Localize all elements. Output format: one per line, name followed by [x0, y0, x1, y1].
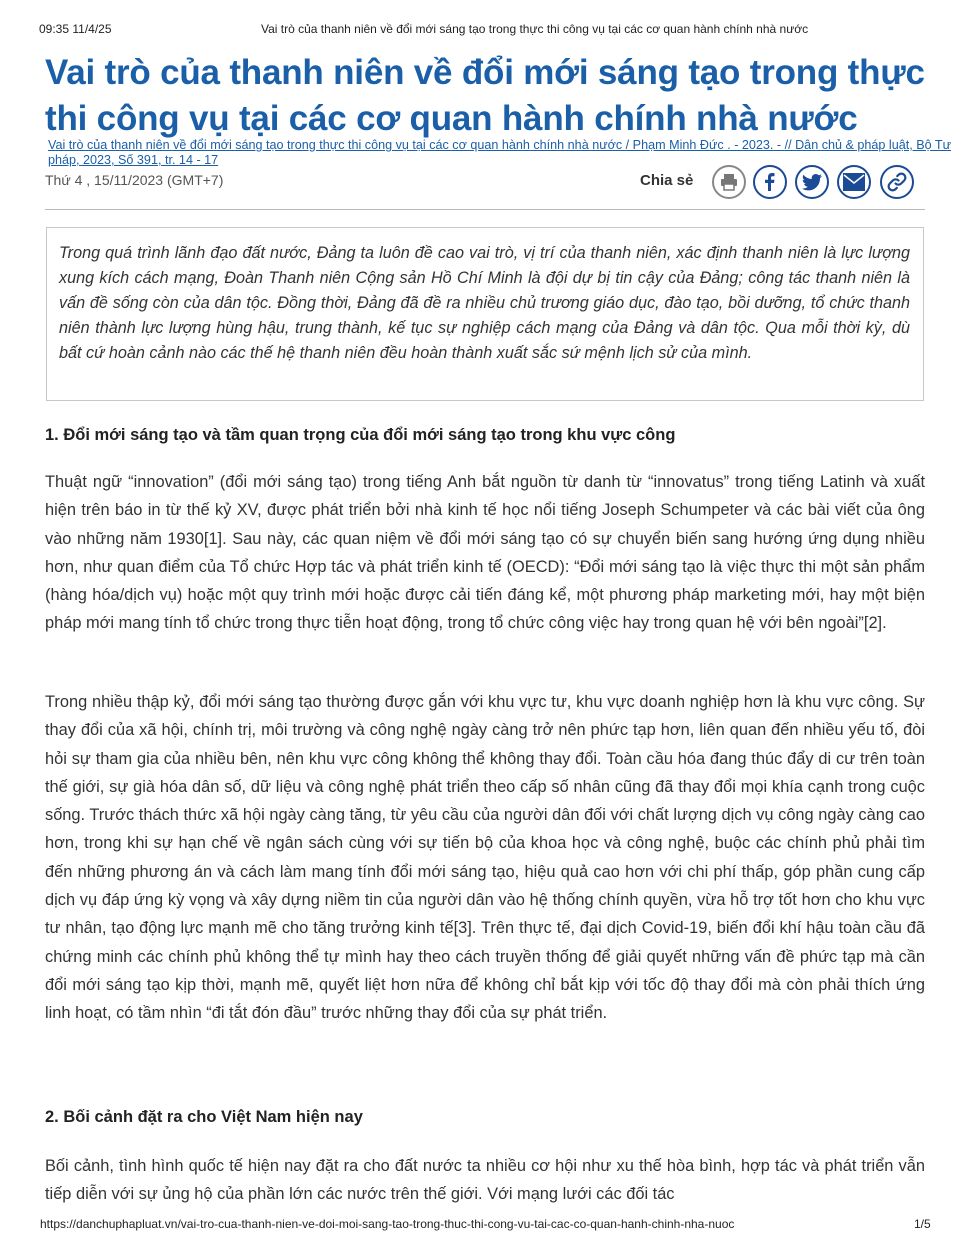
print-page-number: 1/5	[914, 1217, 931, 1231]
link-icon	[887, 172, 907, 192]
share-email-button[interactable]	[837, 165, 871, 199]
email-icon	[843, 173, 865, 191]
section-1-heading: 1. Đổi mới sáng tạo và tầm quan trọng của đổi mới sáng tạo trong khu vực công	[45, 426, 676, 444]
facebook-icon	[762, 173, 778, 191]
print-timestamp: 09:35 11/4/25	[39, 22, 112, 36]
header-divider	[45, 209, 925, 210]
section-2-heading: 2. Bối cảnh đặt ra cho Việt Nam hiện nay	[45, 1108, 363, 1126]
article-title: Vai trò của thanh niên về đổi mới sáng tạo trong thực thi công vụ tại các cơ quan hành chính nhà nước	[45, 53, 925, 138]
print-icon	[720, 173, 738, 191]
publish-date: Thứ 4 , 15/11/2023 (GMT+7)	[45, 172, 224, 188]
share-twitter-button[interactable]	[795, 165, 829, 199]
article-summary: Trong quá trình lãnh đạo đất nước, Đảng ta luôn đề cao vai trò, vị trí của thanh niên, xác định thanh niên là lực lượng xung kích cách mạng, Đoàn Thanh niên Cộng sản Hồ Chí Minh là đội dự bị tin cậy của Đảng; công tác thanh niên là vấn đề sống còn của dân tộc. Đồng thời, Đảng đã đề ra nhiều chủ trương giáo dục, đào tạo, bồi dưỡng, tổ chức thanh niên thành lực lượng hùng hậu, trung thành, kế tục sự nghiệp cách mạng của Đảng và dân tộc. Qua mỗi thời kỳ, dù bất cứ hoàn cảnh nào các thế hệ thanh niên đều hoàn thành xuất sắc sứ mệnh lịch sử của mình.	[46, 227, 924, 401]
share-facebook-button[interactable]	[753, 165, 787, 199]
copy-link-button[interactable]	[880, 165, 914, 199]
print-page-title: Vai trò của thanh niên về đổi mới sáng tạo trong thực thi công vụ tại các cơ quan hành chính nhà nước	[261, 22, 809, 36]
share-label: Chia sẻ	[640, 172, 694, 189]
section-1-paragraph-2: Trong nhiều thập kỷ, đổi mới sáng tạo thường được gắn với khu vực tư, khu vực doanh nghiệp hơn là khu vực công. Sự thay đổi của xã hội, chính trị, môi trường và công nghệ ngày càng trở nên phức tạp hơn, liên quan đến nhiều yếu tố, đòi hỏi sự tham gia của nhiều bên, nên khu vực công không thể không thay đổi. Toàn cầu hóa đang thúc đẩy di cư trên toàn thế giới, sự già hóa dân số, dữ liệu và công nghệ phát triển theo cấp số nhân cũng đã thay đổi mọi khía cạnh trong cuộc sống. Trước thách thức xã hội ngày càng tăng, từ yêu cầu của người dân đối với chất lượng dịch vụ công ngày càng cao hơn, trong khi sự hạn chế về ngân sách cùng với sự tiến bộ của khoa học và công nghệ, buộc các chính phủ phải tìm đến những phương án và cách làm mang tính đổi mới sáng tạo, hiệu quả cao hơn với chi phí thấp, góp phần cung cấp dịch vụ đáp ứng kỳ vọng và xây dựng niềm tin của người dân vào hệ thống chính quyền, vừa hỗ trợ tốt hơn cho khu vực tư nhân, tạo động lực mạnh mẽ cho tăng trưởng kinh tế[3]. Trên thực tế, đại dịch Covid-19, biến đổi khí hậu toàn cầu đã chứng minh các chính phủ không thể tự mình hay theo cách truyền thống để giải quyết những vấn đề phức tạp mà cần đổi mới sáng tạo kịp thời, mạnh mẽ, quyết liệt hơn nữa để không chỉ bắt kịp với tốc độ thay đổi mà còn phải thích ứng linh hoạt, có tầm nhìn “đi tắt đón đầu” trước những thay đổi của sự phát triển.	[45, 693, 925, 1023]
section-2-paragraph-1: Bối cảnh, tình hình quốc tế hiện nay đặt ra cho đất nước ta nhiều cơ hội như xu thế hòa bình, hợp tác và phát triển vẫn tiếp diễn với sự ủng hộ của phần lớn các nước trên thế giới. Với mạng lưới các đối tác	[45, 1157, 925, 1204]
section-1-paragraph-1: Thuật ngữ “innovation” (đổi mới sáng tạo) trong tiếng Anh bắt nguồn từ danh từ “innovatus” trong tiếng Latinh và xuất hiện trên báo in từ thế kỷ XV, được phát triển bởi nhà kinh tế học nổi tiếng Joseph Schumpeter và các bài viết của ông vào những năm 1930[1]. Sau này, các quan niệm về đổi mới sáng tạo có sự chuyển biến sang hướng ứng dụng nhiều hơn, như quan điểm của Tổ chức Hợp tác và phát triển kinh tế (OECD): “Đổi mới sáng tạo là việc thực thi một sản phẩm (hàng hóa/dịch vụ) hoặc một quy trình mới hoặc được cải tiến đáng kể, một phương pháp marketing mới, hay một biện pháp mới mang tính tổ chức trong thực tiễn hoạt động, trong tổ chức công việc hay trong quan hệ với bên ngoài”[2].	[45, 473, 925, 633]
print-button[interactable]	[712, 165, 746, 199]
twitter-icon	[802, 174, 822, 191]
print-footer-url: https://danchuphapluat.vn/vai-tro-cua-thanh-nien-ve-doi-moi-sang-tao-trong-thuc-thi-cong-vu-tai-cac-co-quan-hanh-chinh-nha-nuoc	[40, 1217, 735, 1231]
citation-link[interactable]: Vai trò của thanh niên về đổi mới sáng tạo trong thực thi công vụ tại các cơ quan hành chính nhà nước / Phạm Minh Đức . - 2023. - // Dân chủ & pháp luật, Bộ Tư pháp, 2023, Số 391, tr. 14 - 17	[48, 138, 952, 167]
